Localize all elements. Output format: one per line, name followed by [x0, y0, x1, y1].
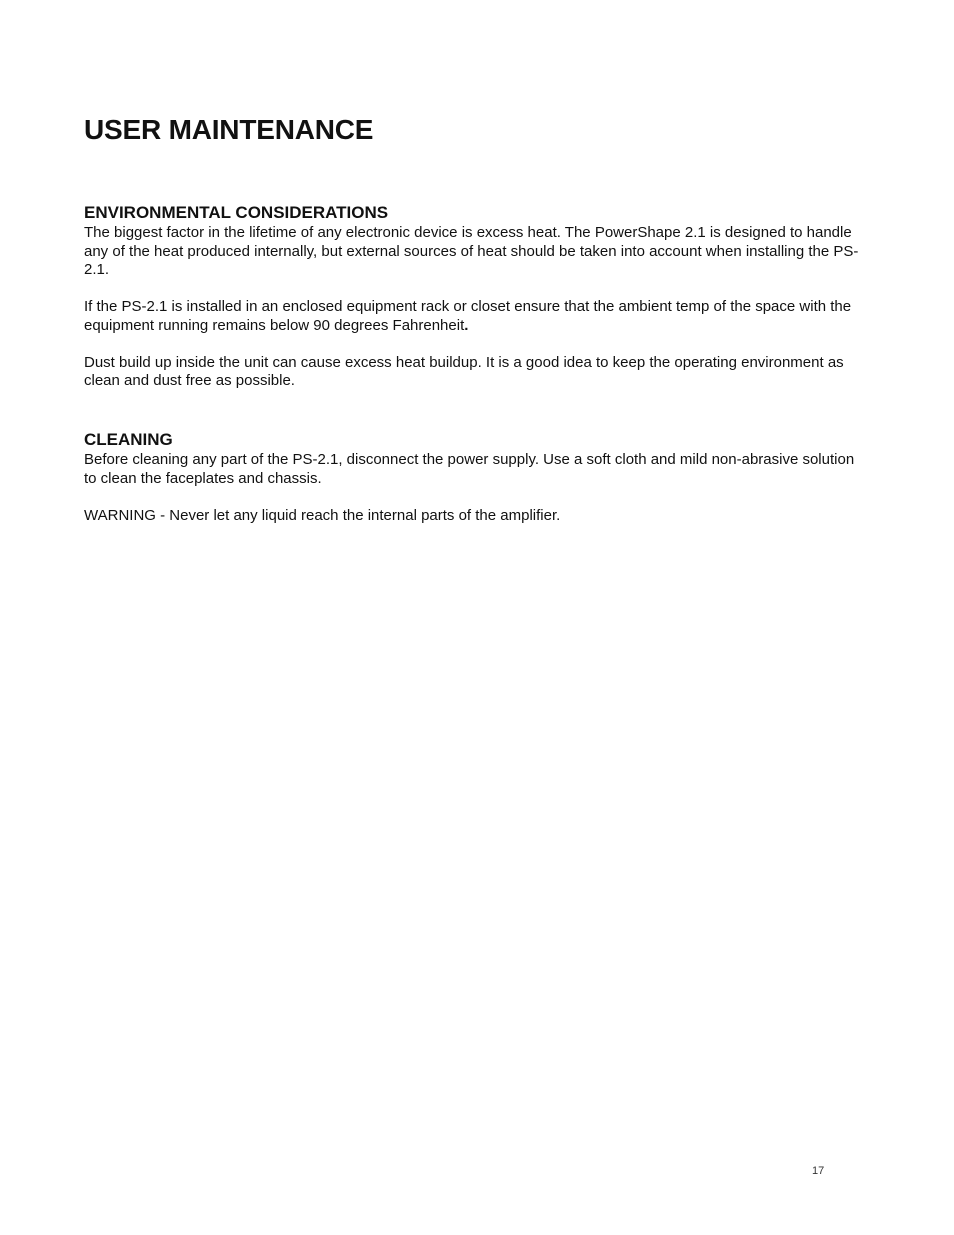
cleaning-warning: WARNING - Never let any liquid reach the internal parts of the amplifier.: [84, 506, 561, 524]
page-title: USER MAINTENANCE: [84, 114, 374, 145]
environmental-considerations-section: [84, 202, 864, 409]
environmental-paragraph-1: The biggest factor in the lifetime of any electronic device is excess heat. The PowerShape 2.1 is designed to handle any of the heat produced internally, but external sources of heat should be taken into account when installing the PS-2.1.: [84, 224, 859, 278]
section-heading-environmental: ENVIRONMENTAL CONSIDERATIONS: [84, 203, 389, 222]
section-heading-cleaning: CLEANING: [84, 430, 173, 449]
page-number: 17: [812, 1165, 825, 1177]
cleaning-section: [84, 429, 864, 544]
cleaning-paragraph-1: Before cleaning any part of the PS-2.1, disconnect the power supply. Use a soft cloth and mild non-abrasive solution to clean the faceplates and chassis.: [84, 451, 855, 487]
environmental-paragraph-2-text: If the PS-2.1 is installed in an enclosed equipment rack or closet ensure that the ambient temp of the space with the equipment running remains below 90 degrees Fahrenheit: [84, 298, 852, 334]
environmental-paragraph-2-period: .: [464, 316, 469, 334]
environmental-paragraph-3: Dust build up inside the unit can cause excess heat buildup. It is a good idea to keep the operating environment as clean and dust free as possible.: [84, 353, 844, 389]
environmental-paragraph-2: [84, 298, 864, 335]
